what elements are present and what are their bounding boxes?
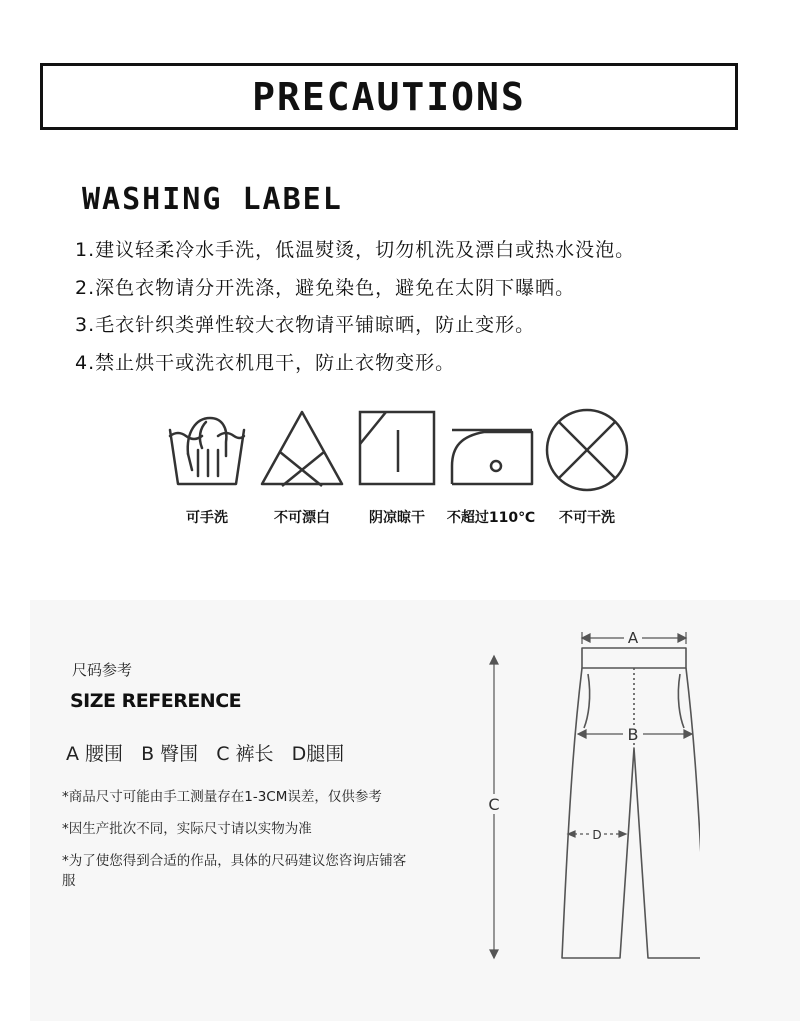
size-note: *商品尺寸可能由手工测量存在1-3CM误差，仅供参考 [62, 789, 382, 805]
size-heading-en: SIZE REFERENCE [70, 690, 242, 712]
page-title: PRECAUTIONS [252, 74, 526, 119]
legend-hip: B 臀围 [141, 743, 199, 765]
size-note: *因生产批次不同，实际尺寸请以实物为准 [62, 821, 312, 837]
care-label: 不超过110℃ [446, 510, 536, 526]
pants-diagram [480, 628, 700, 968]
size-heading-cn: 尺码参考 [72, 661, 133, 679]
washing-rule: 3.毛衣针织类弹性较大衣物请平铺晾晒，防止变形。 [75, 314, 536, 336]
care-label: 不可干洗 [559, 510, 615, 526]
washing-rule: 4.禁止烘干或洗衣机甩干，防止衣物变形。 [75, 351, 456, 374]
no-bleach-icon [258, 408, 346, 488]
hand-wash-icon [166, 408, 248, 488]
legend-length: C 裤长 [216, 743, 274, 765]
care-label: 不可漂白 [274, 510, 330, 526]
legend-leg: D腿围 [291, 743, 345, 765]
size-legend [66, 739, 356, 766]
dimension-a-label: A [627, 629, 639, 647]
washing-rule: 2.深色衣物请分开洗涤，避免染色，避免在太阴下曝晒。 [75, 276, 576, 299]
washing-rule: 1.建议轻柔冷水手洗，低温熨烫，切勿机洗及漂白或热水没泡。 [75, 239, 636, 261]
dimension-b-label: B [627, 725, 639, 744]
care-label: 阴凉晾干 [369, 510, 425, 526]
washing-rules [75, 236, 635, 386]
dimension-d-label: D [592, 828, 602, 842]
size-notes [62, 787, 412, 903]
legend-waist: A 腰围 [66, 743, 124, 765]
care-label: 可手洗 [186, 510, 228, 526]
header-box [40, 63, 738, 130]
dry-in-shade-icon [356, 408, 438, 488]
no-tumble-dry-icon [542, 408, 632, 492]
washing-heading: WASHING LABEL [82, 182, 343, 217]
size-note: *为了使您得到合适的作品，具体的尺码建议您咨询店铺客服 [62, 853, 407, 889]
iron-icon [448, 408, 534, 488]
dimension-c-label: C [488, 795, 500, 814]
